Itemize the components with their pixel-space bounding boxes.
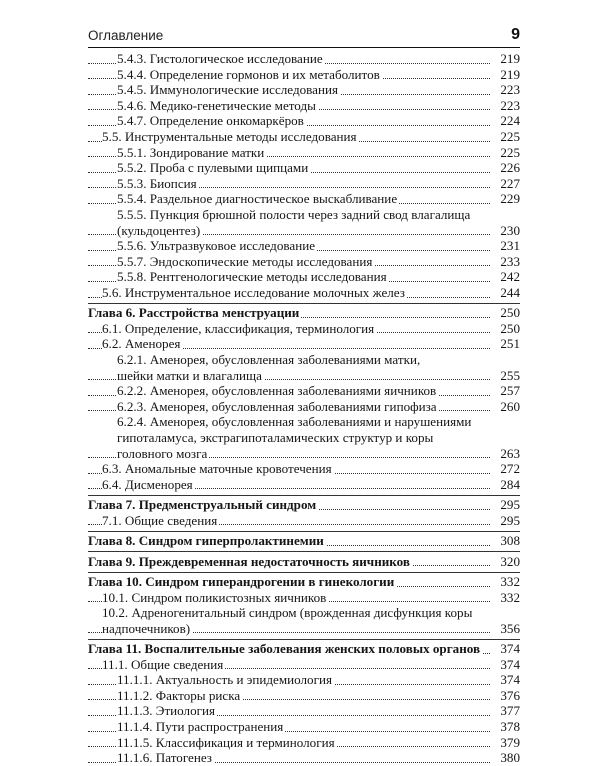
toc-entry-text: 6.2. Аменорея	[102, 336, 181, 352]
toc-entry[interactable]	[88, 113, 520, 129]
toc-entry[interactable]	[88, 51, 520, 67]
toc-entry-text: 11.1.4. Пути распространения	[117, 719, 284, 735]
toc-page-number: 244	[500, 284, 520, 300]
toc-page-number: 226	[500, 160, 520, 176]
toc-page-number: 225	[500, 128, 520, 144]
toc-page-number: 377	[500, 703, 520, 719]
toc-page-number: 230	[500, 222, 520, 238]
toc-page-number: 225	[500, 144, 520, 160]
toc-entry-text: 5.4.3. Гистологическое исследование	[117, 51, 323, 66]
toc-entry-text: 5.5.6. Ультразвуковое исследование	[117, 238, 316, 254]
toc-entry[interactable]	[88, 67, 520, 83]
toc-page-number: 242	[500, 269, 520, 285]
toc-page-number: 332	[500, 573, 520, 589]
toc-entry-text: 11.1.1. Актуальность и эпидемиология	[117, 672, 332, 688]
toc-entry-text: Глава 8. Синдром гиперпролактинемии	[88, 533, 324, 549]
toc-page-number: 223	[500, 97, 520, 113]
toc-entry-text: 5.6. Инструментальное исследование молочных желез	[102, 284, 405, 300]
toc-page-number: 332	[500, 589, 520, 605]
toc-entry-text: 5.5.2. Проба с пулевыми щипцами	[117, 160, 309, 176]
toc-entry[interactable]	[88, 98, 520, 114]
toc-entry-text: 5.4.4. Определение гормонов и их метаболитов	[117, 66, 380, 82]
toc-page-number: 263	[500, 445, 520, 461]
toc-page-number: 374	[500, 672, 520, 688]
toc-entry-text: 5.5.3. Биопсия	[117, 175, 197, 191]
header-rule	[88, 47, 520, 48]
toc-entry[interactable]	[88, 269, 520, 285]
toc-entry-text: Глава 9. Преждевременная недостаточность яичников	[88, 553, 410, 569]
toc-entry-text: Глава 6. Расстройства менструации	[88, 305, 300, 321]
toc-entry[interactable]	[88, 414, 520, 461]
toc-entry[interactable]	[88, 383, 520, 399]
chapter-divider	[88, 303, 520, 304]
toc-page-number: 356	[500, 620, 520, 636]
toc-page-number: 295	[500, 512, 520, 528]
toc-entry[interactable]	[88, 238, 520, 254]
toc-entry-text: 10.1. Синдром поликистозных яичников	[102, 589, 327, 605]
toc-page-number: 231	[500, 238, 520, 254]
page-header	[88, 26, 520, 46]
toc-page-number: 251	[500, 336, 520, 352]
toc-entry-text: 10.2. Адреногенитальный синдром (врожденная дисфункция коры	[102, 605, 473, 621]
toc-entry-text: 6.4. Дисменорея	[102, 476, 193, 492]
toc-entry-text: 6.2.2. Аменорея, обусловленная заболеваниями яичников	[117, 383, 437, 399]
toc-page-number: 295	[500, 497, 520, 513]
toc-entry[interactable]	[88, 513, 520, 529]
toc-page-number: 379	[500, 734, 520, 750]
toc-page-number: 374	[500, 641, 520, 657]
toc-entry-text: 6.2.4. Аменорея, обусловленная заболеваниями и нарушениями	[117, 414, 472, 430]
toc-entry-text: 5.5. Инструментальные методы исследования	[102, 128, 357, 144]
toc-entry-text: 11.1.5. Классификация и терминология	[117, 734, 335, 750]
toc-entry[interactable]	[88, 352, 520, 383]
chapter-divider	[88, 639, 520, 640]
toc-entry[interactable]	[88, 207, 520, 238]
toc-chapter-entry[interactable]	[88, 305, 520, 321]
toc-page-number: 378	[500, 719, 520, 735]
toc-entry[interactable]	[88, 461, 520, 477]
toc-entry-text: 7.1. Общие сведения	[102, 512, 218, 528]
toc-page-number: 255	[500, 367, 520, 383]
toc-entry-text: 5.4.5. Иммунологические исследования	[117, 82, 339, 98]
toc-entry[interactable]	[88, 129, 520, 145]
toc-entry[interactable]	[88, 590, 520, 606]
toc-page-number: 233	[500, 253, 520, 269]
page-number: 9	[511, 26, 520, 43]
toc-page-number: 320	[500, 553, 520, 569]
toc-page-number: 308	[500, 533, 520, 549]
toc-entry-text: надпочечников)	[102, 620, 191, 636]
chapter-divider	[88, 531, 520, 532]
toc-page-number: 250	[500, 305, 520, 321]
toc-entry[interactable]	[88, 336, 520, 352]
toc-chapter-entry[interactable]	[88, 497, 520, 513]
toc-entry-text: (кульдоцентез)	[117, 222, 201, 238]
toc-page-number: 219	[500, 66, 520, 82]
toc-entry-text: 6.2.3. Аменорея, обусловленная заболеваниями гипофиза	[117, 398, 437, 414]
toc-entry-text: 6.3. Аномальные маточные кровотечения	[102, 461, 332, 477]
toc-entry-text: 5.4.7. Определение онкомаркёров	[117, 113, 304, 129]
toc-page-number: 376	[500, 687, 520, 703]
toc-entry[interactable]	[88, 145, 520, 161]
toc-entry-text: 11.1.3. Этиология	[117, 703, 216, 719]
toc-entry[interactable]	[88, 191, 520, 207]
toc-entry[interactable]	[88, 399, 520, 415]
toc-page-number: 284	[500, 476, 520, 492]
toc-page-number: 257	[500, 383, 520, 399]
chapter-divider	[88, 551, 520, 552]
toc-entry-text: 11.1.6. Патогенез	[117, 750, 212, 766]
toc-page-number: 219	[500, 51, 520, 66]
toc-entry-text: гипоталамуса, экстрагипоталамических структур и коры	[117, 430, 434, 446]
toc-page-number: 380	[500, 750, 520, 766]
toc-entry-text: головного мозга	[117, 445, 208, 461]
toc-entry[interactable]	[88, 477, 520, 493]
toc-chapter-entry[interactable]	[88, 574, 520, 590]
chapter-divider	[88, 495, 520, 496]
toc-page-number: 374	[500, 656, 520, 672]
toc-entry[interactable]	[88, 657, 520, 673]
toc-page-number: 227	[500, 175, 520, 191]
toc-entry-text: 5.5.5. Пункция брюшной полости через задний свод влагалища	[117, 206, 471, 222]
toc-chapter-entry[interactable]	[88, 641, 520, 657]
toc-entry-text: 5.5.7. Эндоскопические методы исследования	[117, 253, 373, 269]
chapter-divider	[88, 572, 520, 573]
toc-entry-text: 5.5.4. Раздельное диагностическое выскабливание	[117, 191, 398, 207]
toc-entry[interactable]	[88, 285, 520, 301]
toc-entry[interactable]	[88, 82, 520, 98]
toc-entry-text: 6.1. Определение, классификация, терминология	[102, 320, 375, 336]
toc-entry[interactable]	[88, 703, 520, 719]
toc-page-number: 260	[500, 398, 520, 414]
toc-entry-text: 5.5.8. Рентгенологические методы исследования	[117, 269, 387, 285]
toc-entry[interactable]	[88, 605, 520, 636]
toc-entry-text: 11.1. Общие сведения	[102, 656, 224, 672]
toc-chapter-entry[interactable]	[88, 554, 520, 570]
toc-entry-text: 6.2.1. Аменорея, обусловленная заболеваниями матки,	[117, 352, 421, 368]
toc-entry[interactable]	[88, 735, 520, 751]
running-head-title: Оглавление	[88, 28, 164, 43]
toc-page-number: 250	[500, 320, 520, 336]
toc-entry[interactable]	[88, 688, 520, 704]
toc-page-number: 223	[500, 82, 520, 98]
toc-entry-text: 5.4.6. Медико-генетические методы	[117, 97, 316, 113]
toc-page-number: 224	[500, 113, 520, 129]
toc-entry[interactable]	[88, 672, 520, 688]
toc-entry[interactable]	[88, 750, 520, 766]
table-of-contents	[88, 51, 520, 766]
toc-entry[interactable]	[88, 321, 520, 337]
toc-entry-text: Глава 10. Синдром гиперандрогении в гинекологии	[88, 573, 395, 589]
toc-entry[interactable]	[88, 254, 520, 270]
toc-entry-text: 11.1.2. Факторы риска	[117, 687, 241, 703]
toc-entry-text: Глава 7. Предменструальный синдром	[88, 497, 317, 513]
toc-entry-text: 5.5.1. Зондирование матки	[117, 144, 265, 160]
toc-entry-text: Глава 11. Воспалительные заболевания женских половых органов	[88, 641, 481, 657]
toc-page-number: 229	[500, 191, 520, 207]
toc-chapter-entry[interactable]	[88, 533, 520, 549]
toc-entry[interactable]	[88, 719, 520, 735]
toc-entry[interactable]	[88, 160, 520, 176]
toc-page-number: 272	[500, 461, 520, 477]
toc-entry[interactable]	[88, 176, 520, 192]
toc-entry-text: шейки матки и влагалища	[117, 367, 262, 383]
